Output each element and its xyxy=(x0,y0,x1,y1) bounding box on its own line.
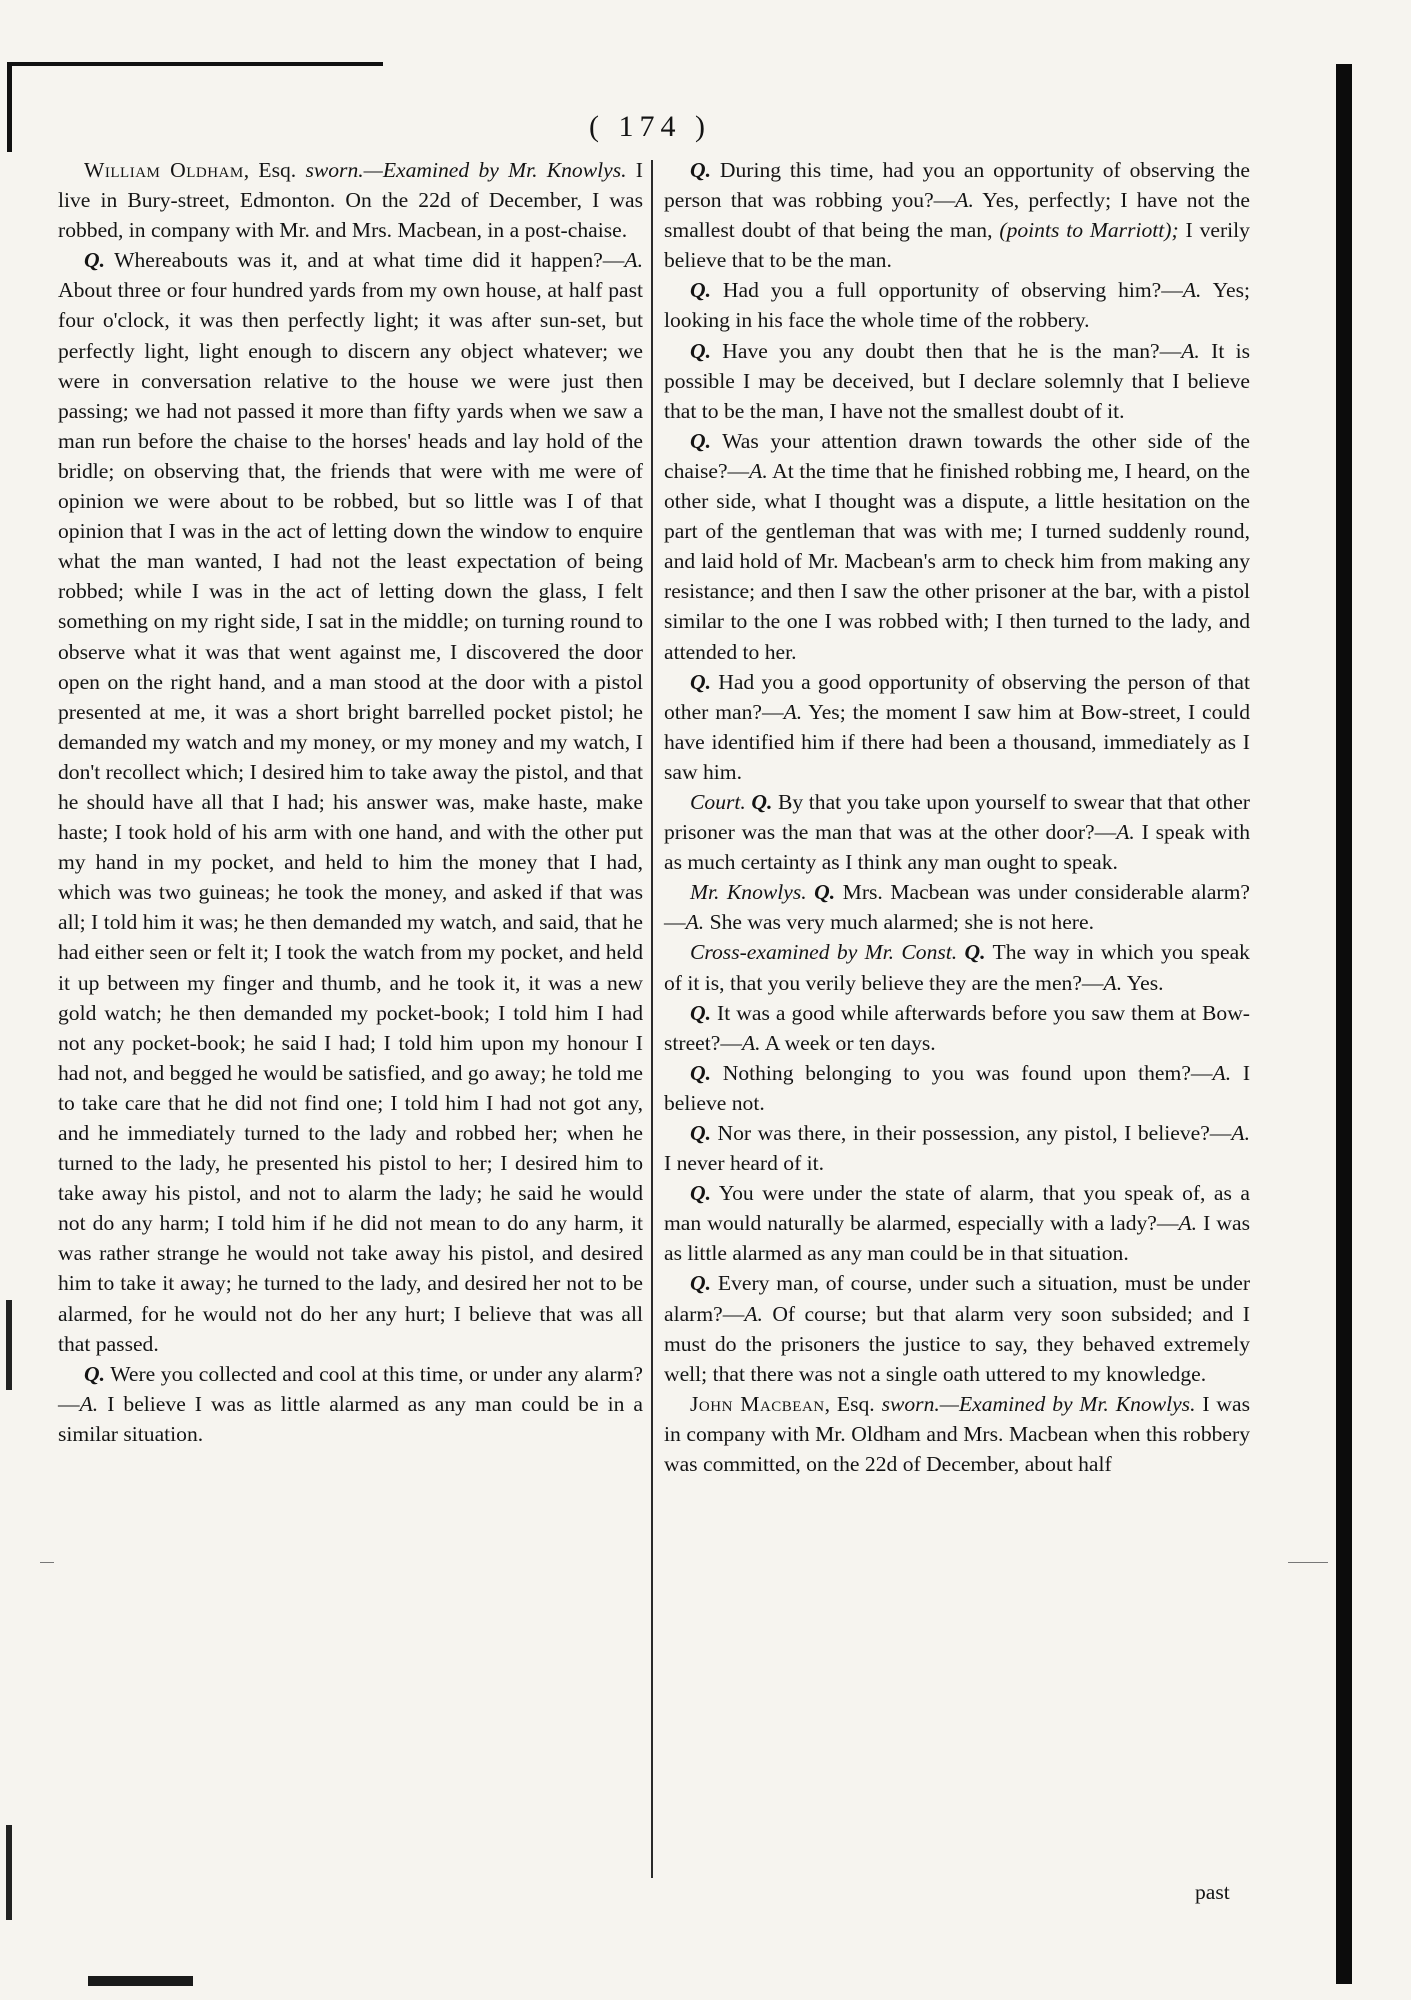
answer-mark-label: A. xyxy=(955,188,974,213)
qa-paragraph xyxy=(664,336,1250,426)
question-text: You were under the state of alarm, that you speak of, as a man would naturally be alarmed, especially with a lady?— xyxy=(664,1181,1250,1236)
qa-paragraph xyxy=(664,787,1250,877)
answer-mark-label: A. xyxy=(624,248,643,273)
qa-paragraph xyxy=(664,998,1250,1058)
question-mark-label: Q. xyxy=(84,1361,105,1386)
question-mark-label: Q. xyxy=(690,158,711,182)
right-column xyxy=(664,155,1250,1479)
speaker-label: Mr. Knowlys. xyxy=(690,880,807,905)
answer-text: I speak with as much certainty as I think any man ought to speak. xyxy=(664,820,1251,875)
question-text: It was a good while afterwards before you saw them at Bow-street?— xyxy=(664,1000,1250,1055)
answer-text: About three or four hundred yards from my own house, at half past four o'clock, it was then perfectly light; it was after sun-set, but perfectly light, light enough to discern any object whatever; we were in conversation relative to the house we were just then passing; we had not passed it more than fifty yards when we saw a man run before the chaise to the horses' heads and lay hold of the bridle; on observing that, the friends that were with me were of opinion we were about to be robbed, but so little was I of that opinion that I was in the act of letting down the window to enquire what the man wanted, I had not the least expectation of being robbed; while I was in the act of letting down the glass, I felt something on my right side, I sat in the middle; on turning round to observe what it was that went against me, I discovered the door open on the right hand, and a man stood at the door with a pistol presented at me, it was a short bright barrelled pocket pistol; he demanded my watch and my money, or my money and my watch, I don't recollect which; I desired him to take away the pistol, and that he should have all that I had; his answer was, make haste, make haste; I took hold of his arm with one hand, and with the other put my hand in my pocket, and held to him the money that I had, which was two guineas; he took the money, and asked if that was all; I told him it was; he then demanded my watch, and said, that he had either seen or felt it; I took the watch from my pocket, and held it up between my finger and thumb, and he took it, it was a new gold watch; he then demanded my pocket-book; I told him I had not any pocket-book; he said I had; I told him upon my honour I had not, and begged he would be satisfied, and go away; he told me to take care that he did not find one; I told him I had not got any, and he immediately turned to the lady and robbed her; when he turned to the lady, he presented his pistol to her; I desired him to take away his pistol, and not to alarm the lady; he said he would not do any harm; I told him if he did not mean to do any harm, it was rather strange he would not take away his pistol, and desired him to take it away; he turned to the lady, and desired her not to be alarmed, for he would not do her any hurt; I believe that was all that passed. xyxy=(58,278,643,1356)
answer-text: I was as little alarmed as any man could be in that situation. xyxy=(664,1211,1251,1266)
qa-paragraph xyxy=(664,1268,1250,1388)
question-mark-label: Q. xyxy=(690,1181,711,1206)
page-number: ( 174 ) xyxy=(589,110,711,143)
answer-text: Yes, perfectly; I have not the smallest doubt of that being the man, xyxy=(664,188,1250,243)
cross-examination-label: Cross-examined by Mr. Const. xyxy=(690,940,958,965)
witness-title: , Esq. xyxy=(824,1391,875,1416)
answer-text: Yes; looking in his face the whole time of the robbery. xyxy=(664,278,1250,333)
question-text: The way in which you speak of it is, that you verily believe they are the men?— xyxy=(664,940,1250,995)
question-text: Every man, of course, under such a situation, must be under alarm?— xyxy=(664,1271,1251,1326)
qa-paragraph xyxy=(664,937,1250,997)
answer-mark-label: A. xyxy=(1116,820,1135,845)
qa-paragraph xyxy=(664,1118,1250,1178)
sworn-note: sworn.—Examined by Mr. Knowlys. xyxy=(305,158,627,182)
qa-paragraph xyxy=(664,155,1250,275)
sworn-note: sworn.—Examined by Mr. Knowlys. xyxy=(881,1391,1196,1416)
answer-mark-label: A. xyxy=(783,699,803,724)
scan-dash xyxy=(40,1562,54,1563)
question-text: Was your attention drawn towards the other side of the chaise?— xyxy=(664,428,1250,483)
scan-bottom-mark xyxy=(88,1976,193,1986)
answer-mark-label: A. xyxy=(749,458,768,483)
question-text: Whereabouts was it, and at what time did it happen?— xyxy=(114,248,625,273)
qa-paragraph xyxy=(58,245,643,1358)
qa-paragraph xyxy=(664,275,1250,335)
answer-text: It is possible I may be deceived, but I declare solemnly that I believe that to be the man, I have not the smallest doubt of it. xyxy=(664,338,1251,423)
scan-left-mark xyxy=(6,1825,12,1920)
paragraph xyxy=(58,155,643,245)
question-mark-label: Q. xyxy=(690,669,711,694)
answer-mark-label: A. xyxy=(685,910,705,935)
qa-paragraph xyxy=(664,1178,1250,1268)
answer-text: She was very much alarmed; she is not here. xyxy=(709,910,1094,935)
left-column xyxy=(58,155,643,1449)
witness-name: William Oldham xyxy=(84,158,244,182)
scan-left-mark xyxy=(6,1300,12,1390)
answer-text: I verily believe that to be the man. xyxy=(664,218,1250,273)
testimony-text: I live in Bury-street, Edmonton. On the 22d of December, I was robbed, in company with Mr. and Mrs. Macbean, in a post-chaise. xyxy=(58,158,643,243)
qa-paragraph xyxy=(664,426,1250,667)
stage-direction: (points to Marriott); xyxy=(999,218,1179,243)
question-mark-label: Q. xyxy=(690,338,711,363)
answer-mark-label: A. xyxy=(741,1030,761,1055)
answer-text: I believe not. xyxy=(664,1060,1251,1115)
question-text: Nothing belonging to you was found upon them?— xyxy=(722,1060,1213,1085)
question-mark-label: Q. xyxy=(690,1121,711,1145)
question-mark-label: Q. xyxy=(751,789,773,814)
scan-top-rule xyxy=(8,62,383,66)
question-mark-label: Q. xyxy=(690,428,711,453)
answer-mark-label: A. xyxy=(1178,1211,1198,1236)
answer-mark-label: A. xyxy=(1231,1121,1250,1145)
answer-mark-label: A. xyxy=(744,1301,763,1326)
question-text: Were you collected and cool at this time, or under any alarm?— xyxy=(58,1361,643,1416)
question-text: Had you a good opportunity of observing the person of that other man?— xyxy=(664,669,1251,724)
scan-dash xyxy=(1288,1562,1328,1563)
witness-title: , Esq. xyxy=(243,158,297,182)
answer-text: Yes. xyxy=(1126,970,1164,995)
question-mark-label: Q. xyxy=(690,1271,711,1296)
question-text: Mrs. Macbean was under considerable alarm?— xyxy=(664,880,1250,935)
question-text: Had you a full opportunity of observing him?— xyxy=(722,278,1183,303)
qa-paragraph xyxy=(664,877,1250,937)
qa-paragraph xyxy=(664,1058,1250,1118)
testimony-text: I was in company with Mr. Oldham and Mrs. Macbean when this robbery was committed, on the 22d of December, about half xyxy=(664,1391,1250,1477)
question-text: Have you any doubt then that he is the man?— xyxy=(722,338,1182,363)
witness-name: John Macbean xyxy=(690,1391,825,1416)
answer-text: Of course; but that alarm very soon subsided; and I must do the prisoners the justice to say, they behaved extremely well; that there was not a single oath uttered to my knowledge. xyxy=(664,1301,1250,1386)
answer-text: I never heard of it. xyxy=(664,1151,825,1176)
answer-mark-label: A. xyxy=(1182,278,1202,303)
answer-text: At the time that he finished robbing me, I heard, on the other side, what I thought was a dispute, a little hesitation on the part of the gentleman that was with me; I turned suddenly round, and laid hold of Mr. Macbean's arm to check him from making any resistance; and then I saw the other prisoner at the bar, with a pistol similar to the one I was robbed with; I then turned to the lady, and attended to her. xyxy=(664,458,1250,664)
question-text: By that you take upon yourself to swear that that other prisoner was the man that was at the other door?— xyxy=(664,789,1250,845)
paragraph xyxy=(664,1389,1250,1479)
question-mark-label: Q. xyxy=(690,1060,711,1085)
question-mark-label: Q. xyxy=(964,940,986,965)
speaker-label: Court. xyxy=(690,789,746,814)
answer-mark-label: A. xyxy=(1103,970,1123,995)
column-divider xyxy=(651,160,653,1878)
question-mark-label: Q. xyxy=(814,880,836,905)
question-mark-label: Q. xyxy=(690,278,711,303)
answer-mark-label: A. xyxy=(79,1391,99,1416)
scan-right-border xyxy=(1336,64,1352,1984)
qa-paragraph xyxy=(664,667,1250,787)
question-mark-label: Q. xyxy=(84,248,105,273)
answer-text: A week or ten days. xyxy=(764,1030,936,1055)
answer-mark-label: A. xyxy=(1212,1060,1232,1085)
answer-mark-label: A. xyxy=(1181,338,1200,363)
qa-paragraph xyxy=(58,1359,643,1449)
question-text: Nor was there, in their possession, any pistol, I believe?— xyxy=(717,1121,1232,1145)
catchword: past xyxy=(1195,1880,1230,1904)
question-text: During this time, had you an opportunity of observing the person that was robbing you?— xyxy=(664,158,1250,213)
question-mark-label: Q. xyxy=(690,1000,711,1025)
answer-text: I believe I was as little alarmed as any man could be in a similar situation. xyxy=(58,1391,643,1446)
answer-text: Yes; the moment I saw him at Bow-street, I could have identified him if there had been a thousand, immediately as I saw him. xyxy=(664,699,1250,784)
